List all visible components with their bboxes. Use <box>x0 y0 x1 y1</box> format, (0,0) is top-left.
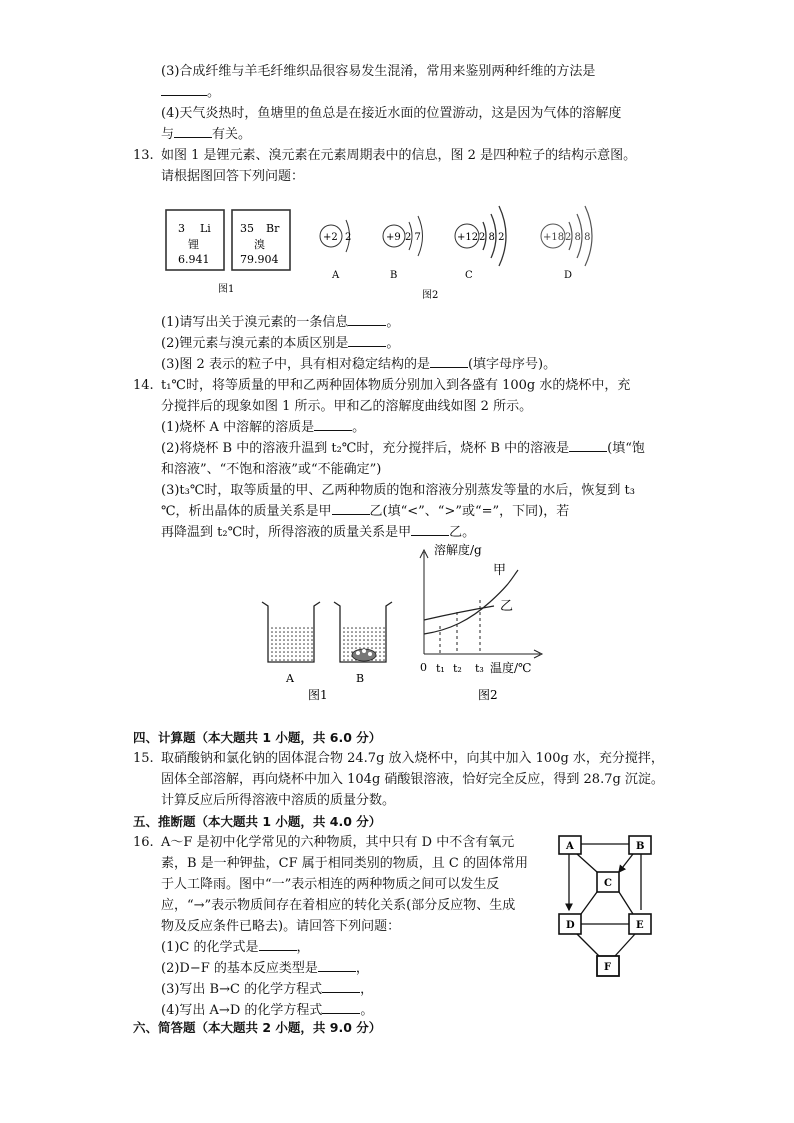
answer-blank[interactable] <box>348 313 386 326</box>
svg-text:E: E <box>636 920 644 931</box>
br-number: 35 <box>240 222 254 235</box>
curve-yi-label: 乙 <box>500 599 514 614</box>
q14-question3-line3: 再降温到 t₂℃时，所得溶液的质量关系是甲 乙。 <box>161 525 476 540</box>
q14-question2-line2: 和溶液”、“不饱和溶液”或“不能确定”) <box>161 462 382 477</box>
beaker-b-label: B <box>356 672 365 685</box>
particle-c-shells: 2 8 2 <box>479 232 505 243</box>
particle-a-label: A <box>332 270 340 281</box>
li-mass: 6.941 <box>178 253 210 266</box>
q13-question2: (2)锂元素与溴元素的本质区别是 。 <box>161 336 400 351</box>
q16-number: 16. <box>133 835 154 850</box>
q12-part4-line2: 与 有关。 <box>161 127 252 142</box>
q13-fig1-caption: 图1 <box>218 284 235 295</box>
answer-blank[interactable] <box>322 1001 360 1014</box>
tick-t1: t₁ <box>436 662 445 675</box>
answer-blank[interactable] <box>322 980 360 993</box>
graph-xlabel: 温度/℃ <box>490 661 532 675</box>
svg-text:F: F <box>604 962 612 973</box>
beaker-a-label: A <box>286 672 294 685</box>
q16-question3: (3)写出 B→C 的化学方程式 ， <box>161 982 374 997</box>
br-mass: 79.904 <box>240 253 279 266</box>
q14-intro-line2: 分搅拌后的现象如图 1 所示。甲和乙的溶解度曲线如图 2 所示。 <box>161 399 533 414</box>
q16-line1: A～F 是初中化学常见的六种物质，其中只有 D 中不含有氧元 <box>161 835 515 850</box>
beaker-b <box>334 602 392 685</box>
q14-figure <box>250 538 550 708</box>
q13-figure <box>160 198 630 308</box>
q16-question1: (1)C 的化学式是 ， <box>161 940 310 955</box>
li-number: 3 <box>178 222 185 235</box>
curve-yi <box>424 606 494 620</box>
q14-question3-line1: (3)t₃℃时，取等质量的甲、乙两种物质的饱和溶液分别蒸发等量的水后，恢复到 t₃ <box>161 483 635 498</box>
particle-d-nucleus: +18 <box>543 232 565 243</box>
q16-question2: (2)D−F 的基本反应类型是 ， <box>161 961 369 976</box>
answer-blank[interactable] <box>318 959 356 972</box>
li-symbol: Li <box>200 222 211 235</box>
particle-c <box>455 206 506 281</box>
answer-blank[interactable] <box>430 355 468 368</box>
particle-a-nucleus: +2 <box>323 232 338 243</box>
q16-line2: 素，B 是一种钾盐，CF 属于相同类别的物质，且 C 的固体常用 <box>161 856 528 871</box>
q12-part3-line2: 。 <box>161 83 220 103</box>
q13-fig2-caption: 图2 <box>422 290 439 301</box>
q12-part4-line1: (4)天气炎热时，鱼塘里的鱼总是在接近水面的位置游动，这是因为气体的溶解度 <box>161 106 622 121</box>
node-c <box>597 872 619 892</box>
section-four-title: 四、计算题（本大题共 1 小题，共 6.0 分） <box>133 730 382 745</box>
section-five-title: 五、推断题（本大题共 1 小题，共 4.0 分） <box>133 814 382 829</box>
q16-question4: (4)写出 A→D 的化学方程式 。 <box>161 1003 374 1018</box>
q13-intro-line2: 请根据图回答下列问题： <box>161 169 305 184</box>
q14-fig1-caption: 图1 <box>308 688 328 702</box>
answer-blank[interactable] <box>332 502 370 515</box>
q16-relation-diagram <box>555 830 665 980</box>
particle-a <box>320 220 351 281</box>
q14-question2-line1: (2)将烧杯 B 中的溶液升温到 t₂℃时，充分搅拌后，烧杯 B 中的溶液是 (填“饱 <box>161 441 645 456</box>
q16-line5: 物及反应条件已略去)。请回答下列问题： <box>161 919 401 934</box>
curve-jia-label: 甲 <box>493 563 507 578</box>
answer-blank[interactable] <box>259 938 297 951</box>
q14-intro-line1: t₁℃时，将等质量的甲和乙两种固体物质分别加入到各盛有 100g 水的烧杯中，充 <box>161 378 631 393</box>
br-name: 溴 <box>254 238 265 251</box>
particle-c-nucleus: +12 <box>457 232 479 243</box>
li-name: 锂 <box>188 238 199 251</box>
q12-part3-line1: (3)合成纤维与羊毛纤维织品很容易发生混淆，常用来鉴别两种纤维的方法是 <box>161 64 596 79</box>
node-e <box>629 914 651 934</box>
section-six-title: 六、简答题（本大题共 2 小题，共 9.0 分） <box>133 1020 382 1035</box>
answer-blank[interactable] <box>411 523 449 536</box>
q16-line3: 于人工降雨。图中“一”表示相连的两种物质之间可以发生反 <box>161 877 500 892</box>
tick-t2: t₂ <box>453 662 462 675</box>
answer-blank[interactable] <box>569 439 607 452</box>
svg-text:C: C <box>604 878 612 889</box>
q13-intro-line1: 如图 1 是锂元素、溴元素在元素周期表中的信息，图 2 是四种粒子的结构示意图。 <box>161 148 637 163</box>
svg-text:B: B <box>636 841 645 852</box>
particle-c-label: C <box>465 270 473 281</box>
q13-question1: (1)请写出关于溴元素的一条信息 。 <box>161 315 400 330</box>
particle-d-shells: 2 8 8 <box>565 232 591 243</box>
q13-number: 13. <box>133 148 154 163</box>
q15-number: 15. <box>133 751 154 766</box>
q15-line3: 计算反应后所得溶液中溶质的质量分数。 <box>161 793 396 808</box>
graph-origin: 0 <box>420 661 427 674</box>
svg-text:A: A <box>566 841 574 852</box>
answer-blank[interactable] <box>161 83 207 96</box>
q14-number: 14. <box>133 378 154 393</box>
node-f <box>597 956 619 976</box>
node-d <box>559 914 581 934</box>
particle-b-label: B <box>390 270 398 281</box>
bromine-cell <box>232 210 290 270</box>
q14-question1: (1)烧杯 A 中溶解的溶质是 。 <box>161 420 366 435</box>
particle-b-shells: 2 7 <box>405 232 421 243</box>
q15-line1: 取硝酸钠和氯化钠的固体混合物 24.7g 放入烧杯中，向其中加入 100g 水，充分搅拌， <box>161 751 664 766</box>
node-a <box>559 836 581 854</box>
particle-d-label: D <box>564 270 573 281</box>
lithium-cell <box>166 210 224 270</box>
solubility-graph <box>420 542 542 675</box>
graph-ylabel: 溶解度/g <box>434 543 482 557</box>
particle-a-shells: 2 <box>345 232 352 243</box>
tick-t3: t₃ <box>475 662 484 675</box>
answer-blank[interactable] <box>314 418 352 431</box>
particle-b <box>383 216 423 281</box>
particle-b-nucleus: +9 <box>386 232 401 243</box>
q16-line4: 应，“→”表示物质间存在着相应的转化关系(部分反应物、生成 <box>161 898 516 913</box>
q13-question3: (3)图 2 表示的粒子中，具有相对稳定结构的是 (填字母序号)。 <box>161 357 557 372</box>
svg-text:D: D <box>566 920 575 931</box>
answer-blank[interactable] <box>174 125 212 138</box>
q14-question3-line2: ℃，析出晶体的质量关系是甲 乙(填“<”、“>”或“=”，下同)，若 <box>161 504 570 519</box>
node-b <box>629 836 651 854</box>
beaker-a <box>262 602 320 685</box>
particle-d <box>541 206 592 281</box>
q14-fig2-caption: 图2 <box>478 688 498 702</box>
answer-blank[interactable] <box>348 334 386 347</box>
q15-line2: 固体全部溶解，再向烧杯中加入 104g 硝酸银溶液，恰好完全反应，得到 28.7g 沉淀。 <box>161 772 664 787</box>
br-symbol: Br <box>266 222 280 235</box>
